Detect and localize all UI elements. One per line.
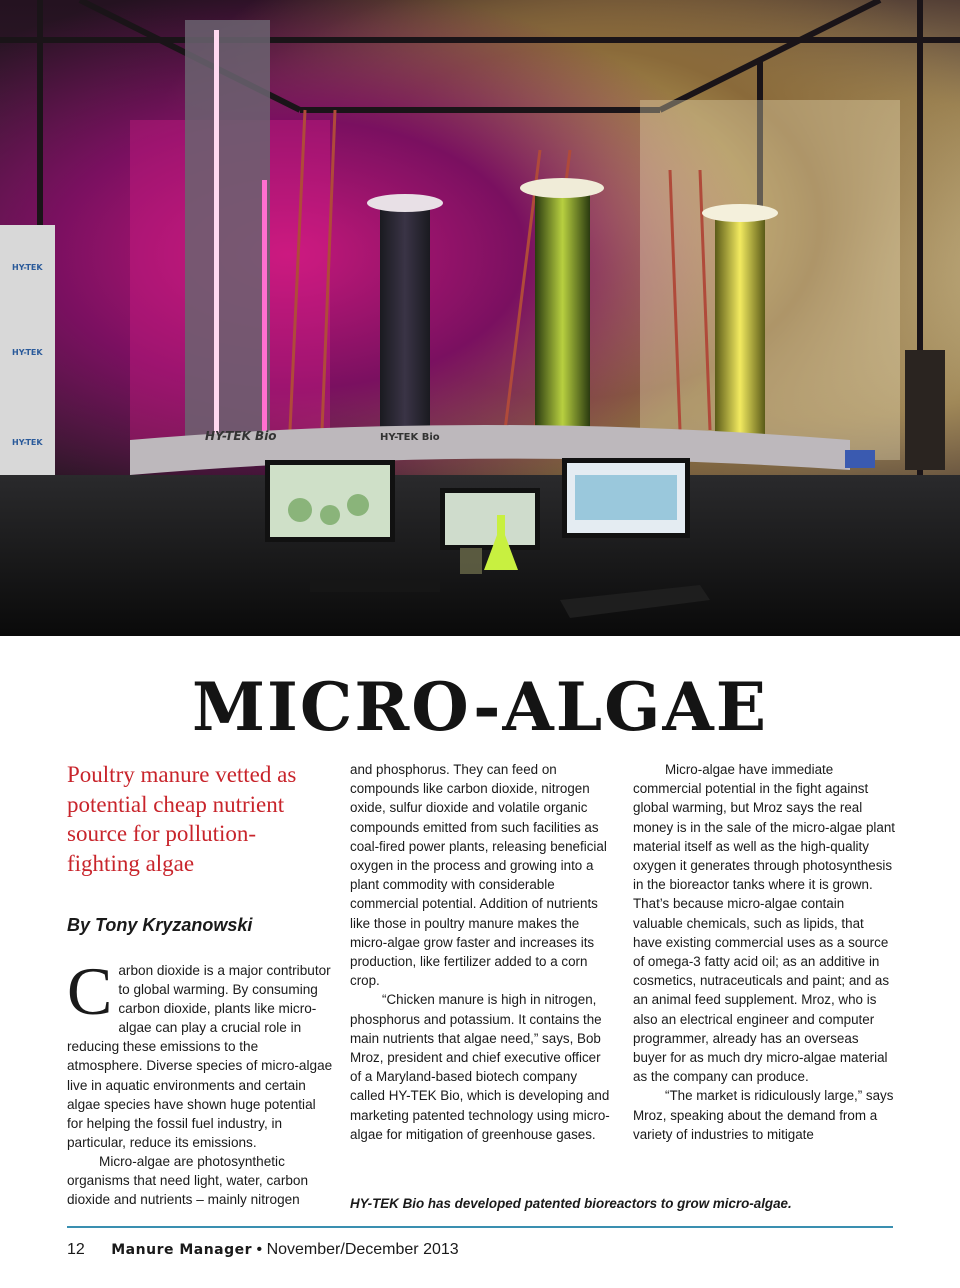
equipment xyxy=(905,350,945,470)
reactor-tube-yellow xyxy=(715,215,765,440)
tall-reactor-column xyxy=(185,20,270,450)
byline: By Tony Kryzanowski xyxy=(67,915,253,935)
issue-date: November/December 2013 xyxy=(266,1241,459,1258)
paragraph: “Chicken manure is high in nitrogen, phosphorus and potassium. It contains the main nutrients that algae need,” says, Bob Mroz, president and chief executive officer of a Maryland-based biotech company called HY-TEK Bio, which is developing and marketing patented technology using micro-algae for mitigation of greenhouse gases. xyxy=(350,992,610,1142)
paragraph: Micro-algae are photosynthetic organisms that need light, water, carbon dioxide and nutrients – mainly nitrogen xyxy=(67,1153,309,1208)
paragraph xyxy=(67,953,335,1152)
svg-text:HY-TEK: HY-TEK xyxy=(12,348,43,357)
article-column-1 xyxy=(67,953,335,1209)
paragraph: “The market is ridiculously large,” says Mroz, speaking about the demand from a variety of industries to mitigate xyxy=(633,1088,894,1142)
article-column-3 xyxy=(633,760,895,1144)
svg-text:HY-TEK: HY-TEK xyxy=(12,438,43,447)
svg-text:HY-TEK: HY-TEK xyxy=(12,263,43,272)
drop-cap: C xyxy=(67,953,113,1029)
separator-bullet: • xyxy=(256,1241,263,1258)
article-headline: MICRO-ALGAE xyxy=(191,668,769,746)
svg-text:HY-TEK Bio: HY-TEK Bio xyxy=(205,429,277,443)
paragraph-text: arbon dioxide is a major contributor to global warming. By consuming carbon dioxide, plants like micro-algae can play a crucial role in reducing these emissions to the atmosphere. Diverse species of micro-algae live in aquatic environments and certain algae species have shown huge potential for helping the fossil fuel industry, in particular, reduce its emissions. xyxy=(67,963,333,1150)
hero-photo xyxy=(0,0,960,636)
photo-caption: HY-TEK Bio has developed patented bioreactors to grow micro-algae. xyxy=(350,1196,792,1211)
page-number: 12 xyxy=(67,1241,85,1258)
page-footer xyxy=(67,1241,459,1259)
article-column-2 xyxy=(350,760,612,1144)
article-deck: Poultry manure vetted as potential cheap nutrient source for pollution-fighting algae xyxy=(67,762,297,876)
footer-rule xyxy=(67,1226,893,1228)
bioreactor-lab-illustration xyxy=(0,0,960,636)
reactor-tube-green xyxy=(535,190,590,450)
paragraph: Micro-algae have immediate commercial potential in the fight against global warming, but Mroz says the real money is in the sale of the micro-algae plant material itself as well as the high-quality oxygen it generates through photosynthesis in the bioreactor tanks where it is grown. That’s because micro-algae contain valuable chemicals, such as lipids, that have existing commercial uses as a source of omega-3 fatty acid oil; as an additive in cosmetics, nutraceuticals and paint; and as an animal feed supplement. Mroz, who is also an electrical engineer and computer programmer, already has an overseas buyer for as much dry micro-algae material as the company can produce. xyxy=(633,762,896,1085)
beaker xyxy=(460,548,482,574)
paragraph: and phosphorus. They can feed on compounds like carbon dioxide, nitrogen oxide, sulfur dioxide and volatile organic compounds emitted from such facilities as coal-fired power plants, releasing beneficial oxygen in the process and growing into a plant commodity with considerable commercial potential. Addition of nutrients like those in poultry manure makes the micro-algae grow faster and increases its production, like fertilizer added to a corn crop. xyxy=(350,762,607,989)
svg-text:HY-TEK Bio: HY-TEK Bio xyxy=(380,432,440,443)
reactor-tube-dark xyxy=(380,205,430,450)
magazine-name: Manure Manager xyxy=(111,1242,253,1258)
